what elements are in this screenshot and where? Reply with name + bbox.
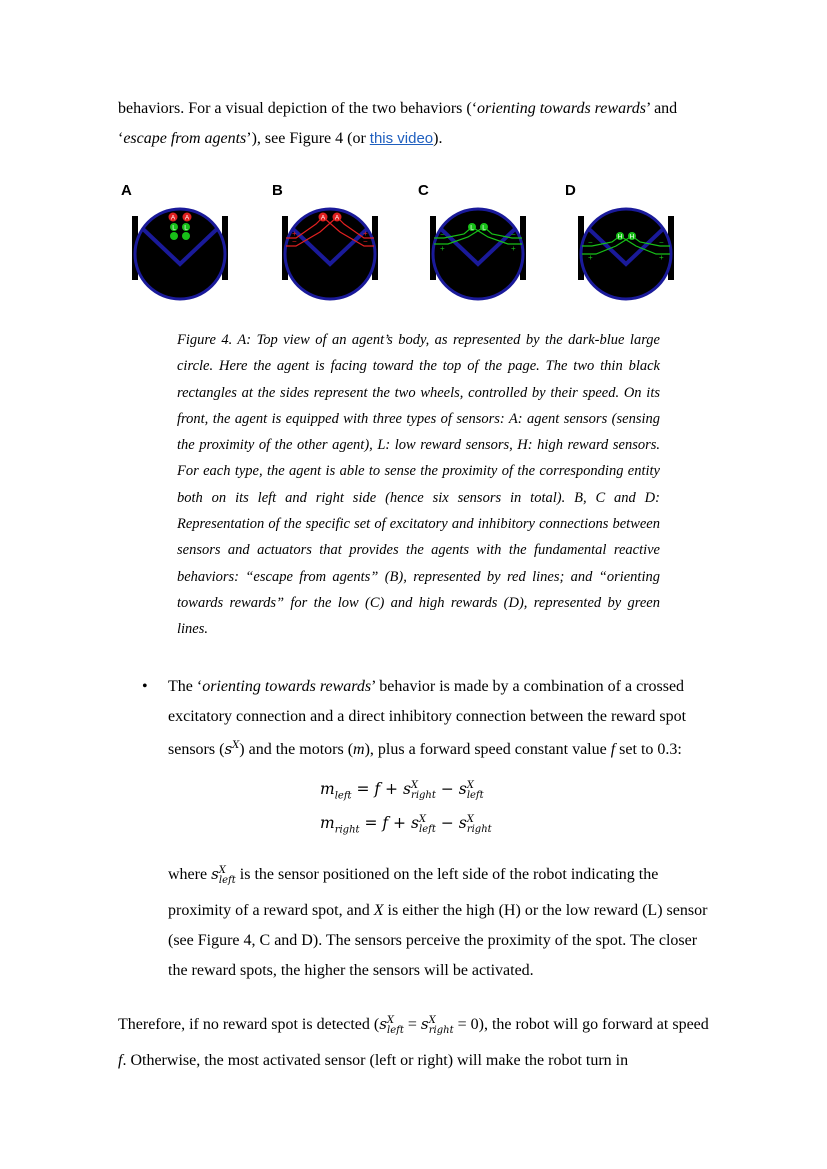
sensor-label: L bbox=[184, 224, 188, 232]
minus-sign: − bbox=[440, 230, 445, 239]
text-run: Therefore, if no reward spot is detected ( bbox=[118, 1016, 380, 1033]
panel-label-c: C bbox=[418, 182, 429, 199]
math-sX: $s^X$ bbox=[224, 740, 240, 758]
math-s-right: $s^X_{right}$ bbox=[420, 1015, 454, 1036]
text-run: = bbox=[403, 1016, 421, 1033]
minus-sign: − bbox=[363, 237, 368, 246]
panel-label-a: A bbox=[121, 182, 132, 199]
agent-panel-d bbox=[578, 209, 674, 299]
text-run-italic: orienting towards rewards bbox=[477, 100, 646, 117]
panel-label-d: D bbox=[565, 182, 576, 199]
text-run: The ‘ bbox=[168, 678, 203, 695]
sensor-label: A bbox=[334, 214, 340, 222]
agent-panel-a bbox=[132, 209, 228, 299]
text-run: ’), see Figure 4 (or bbox=[246, 130, 370, 147]
where-paragraph bbox=[168, 856, 710, 986]
sensor-label: L bbox=[172, 224, 176, 232]
plus-sign: + bbox=[659, 253, 664, 262]
plus-sign: + bbox=[440, 244, 445, 253]
text-run-italic: orienting towards rewards bbox=[202, 678, 372, 695]
minus-sign: − bbox=[511, 230, 516, 239]
sensor-label: A bbox=[320, 214, 326, 222]
high-sensor-right bbox=[182, 232, 190, 240]
text-run-italic: m bbox=[353, 741, 365, 758]
text-run: ’ behavior is made by a combination of a crossed excitatory connection and a direct inhibitory connection between the reward spot sensors ( bbox=[168, 678, 687, 758]
bullet-icon: • bbox=[142, 678, 148, 695]
text-run: ). bbox=[433, 130, 443, 147]
bullet-paragraph bbox=[168, 672, 710, 765]
text-run: set to 0.3: bbox=[615, 741, 682, 758]
panel-label-b: B bbox=[272, 182, 283, 199]
sensor-label: L bbox=[470, 224, 474, 232]
conclusion-paragraph bbox=[118, 1006, 710, 1076]
sensor-label: H bbox=[617, 233, 623, 241]
plus-sign: + bbox=[363, 229, 368, 238]
sensor-label: A bbox=[170, 214, 176, 222]
equation-m-right: $m_{right} = f + s^X_{left} - s^X_{right}$ bbox=[320, 814, 492, 836]
sensor-label: H bbox=[629, 233, 635, 241]
figure-4 bbox=[118, 182, 710, 312]
high-sensor-left bbox=[170, 232, 178, 240]
text-run: . Otherwise, the most activated sensor (left or right) will make the robot turn in bbox=[122, 1052, 629, 1069]
sensor-label: L bbox=[482, 224, 486, 232]
text-run-italic: escape from agents bbox=[123, 130, 247, 147]
plus-sign: + bbox=[511, 244, 516, 253]
text-run-italic: X bbox=[373, 902, 384, 919]
minus-sign: − bbox=[659, 238, 664, 247]
text-run-italic: f bbox=[118, 1052, 123, 1069]
text-run: ), plus a forward speed constant value bbox=[364, 741, 611, 758]
plus-sign: + bbox=[588, 253, 593, 262]
sensor-label: A bbox=[184, 214, 190, 222]
minus-sign: − bbox=[292, 237, 297, 246]
equation-m-left: $m_{left} = f + s^X_{right} - s^X_{left}$ bbox=[320, 780, 484, 802]
math-s-left: $s^X_{left}$ bbox=[211, 865, 236, 886]
intro-paragraph bbox=[118, 94, 710, 154]
figure-drawing bbox=[118, 182, 710, 312]
agent-panel-b bbox=[282, 209, 378, 299]
text-run: is the sensor positioned on the left side of the robot indicating the proximity of a reward spot, and bbox=[168, 866, 659, 919]
math-s-left: $s^X_{left}$ bbox=[379, 1015, 404, 1036]
text-run: where bbox=[168, 866, 212, 883]
video-link[interactable]: this video bbox=[369, 130, 434, 147]
text-run: is either the high (H) or the low reward (L) sensor (see Figure 4, C and D). The sensors perceive the proximity of the spot. The closer the reward spots, the higher the sensors will be activated. bbox=[168, 902, 708, 979]
minus-sign: − bbox=[588, 238, 593, 247]
figure-caption: Figure 4. A: Top view of an agent’s body, as represented by the dark-blue large circle. Here the agent is facing toward the top of the page. The two thin black rectangles at the sides represent the two wheels, controlled by their speed. On its front, the agent is equipped with three types of sensors: A: agent sensors (sensing the proximity of the other agent), L: low reward sensors, H: high reward sensors. For each type, the agent is able to sense the proximity of the corresponding entity both on its left and right side (hence six sensors in total). B, C and D: Representation of the specific set of excitatory and inhibitory connections between sensors and actuators that provides the agents with the fundamental reactive behaviors: “escape from agents” (B), represented by red lines; and “orienting towards rewards” for the low (C) and high rewards (D), represented by green lines. bbox=[177, 332, 660, 638]
agent-panel-c bbox=[430, 209, 526, 299]
text-run: behaviors. For a visual depiction of the two behaviors (‘ bbox=[118, 100, 478, 117]
text-run: ) and the motors ( bbox=[239, 741, 354, 758]
text-run: = 0), the robot will go forward at speed bbox=[453, 1016, 709, 1033]
text-run-italic: f bbox=[610, 741, 616, 758]
plus-sign: + bbox=[292, 229, 297, 238]
text-run: ’ and ‘ bbox=[118, 100, 678, 147]
